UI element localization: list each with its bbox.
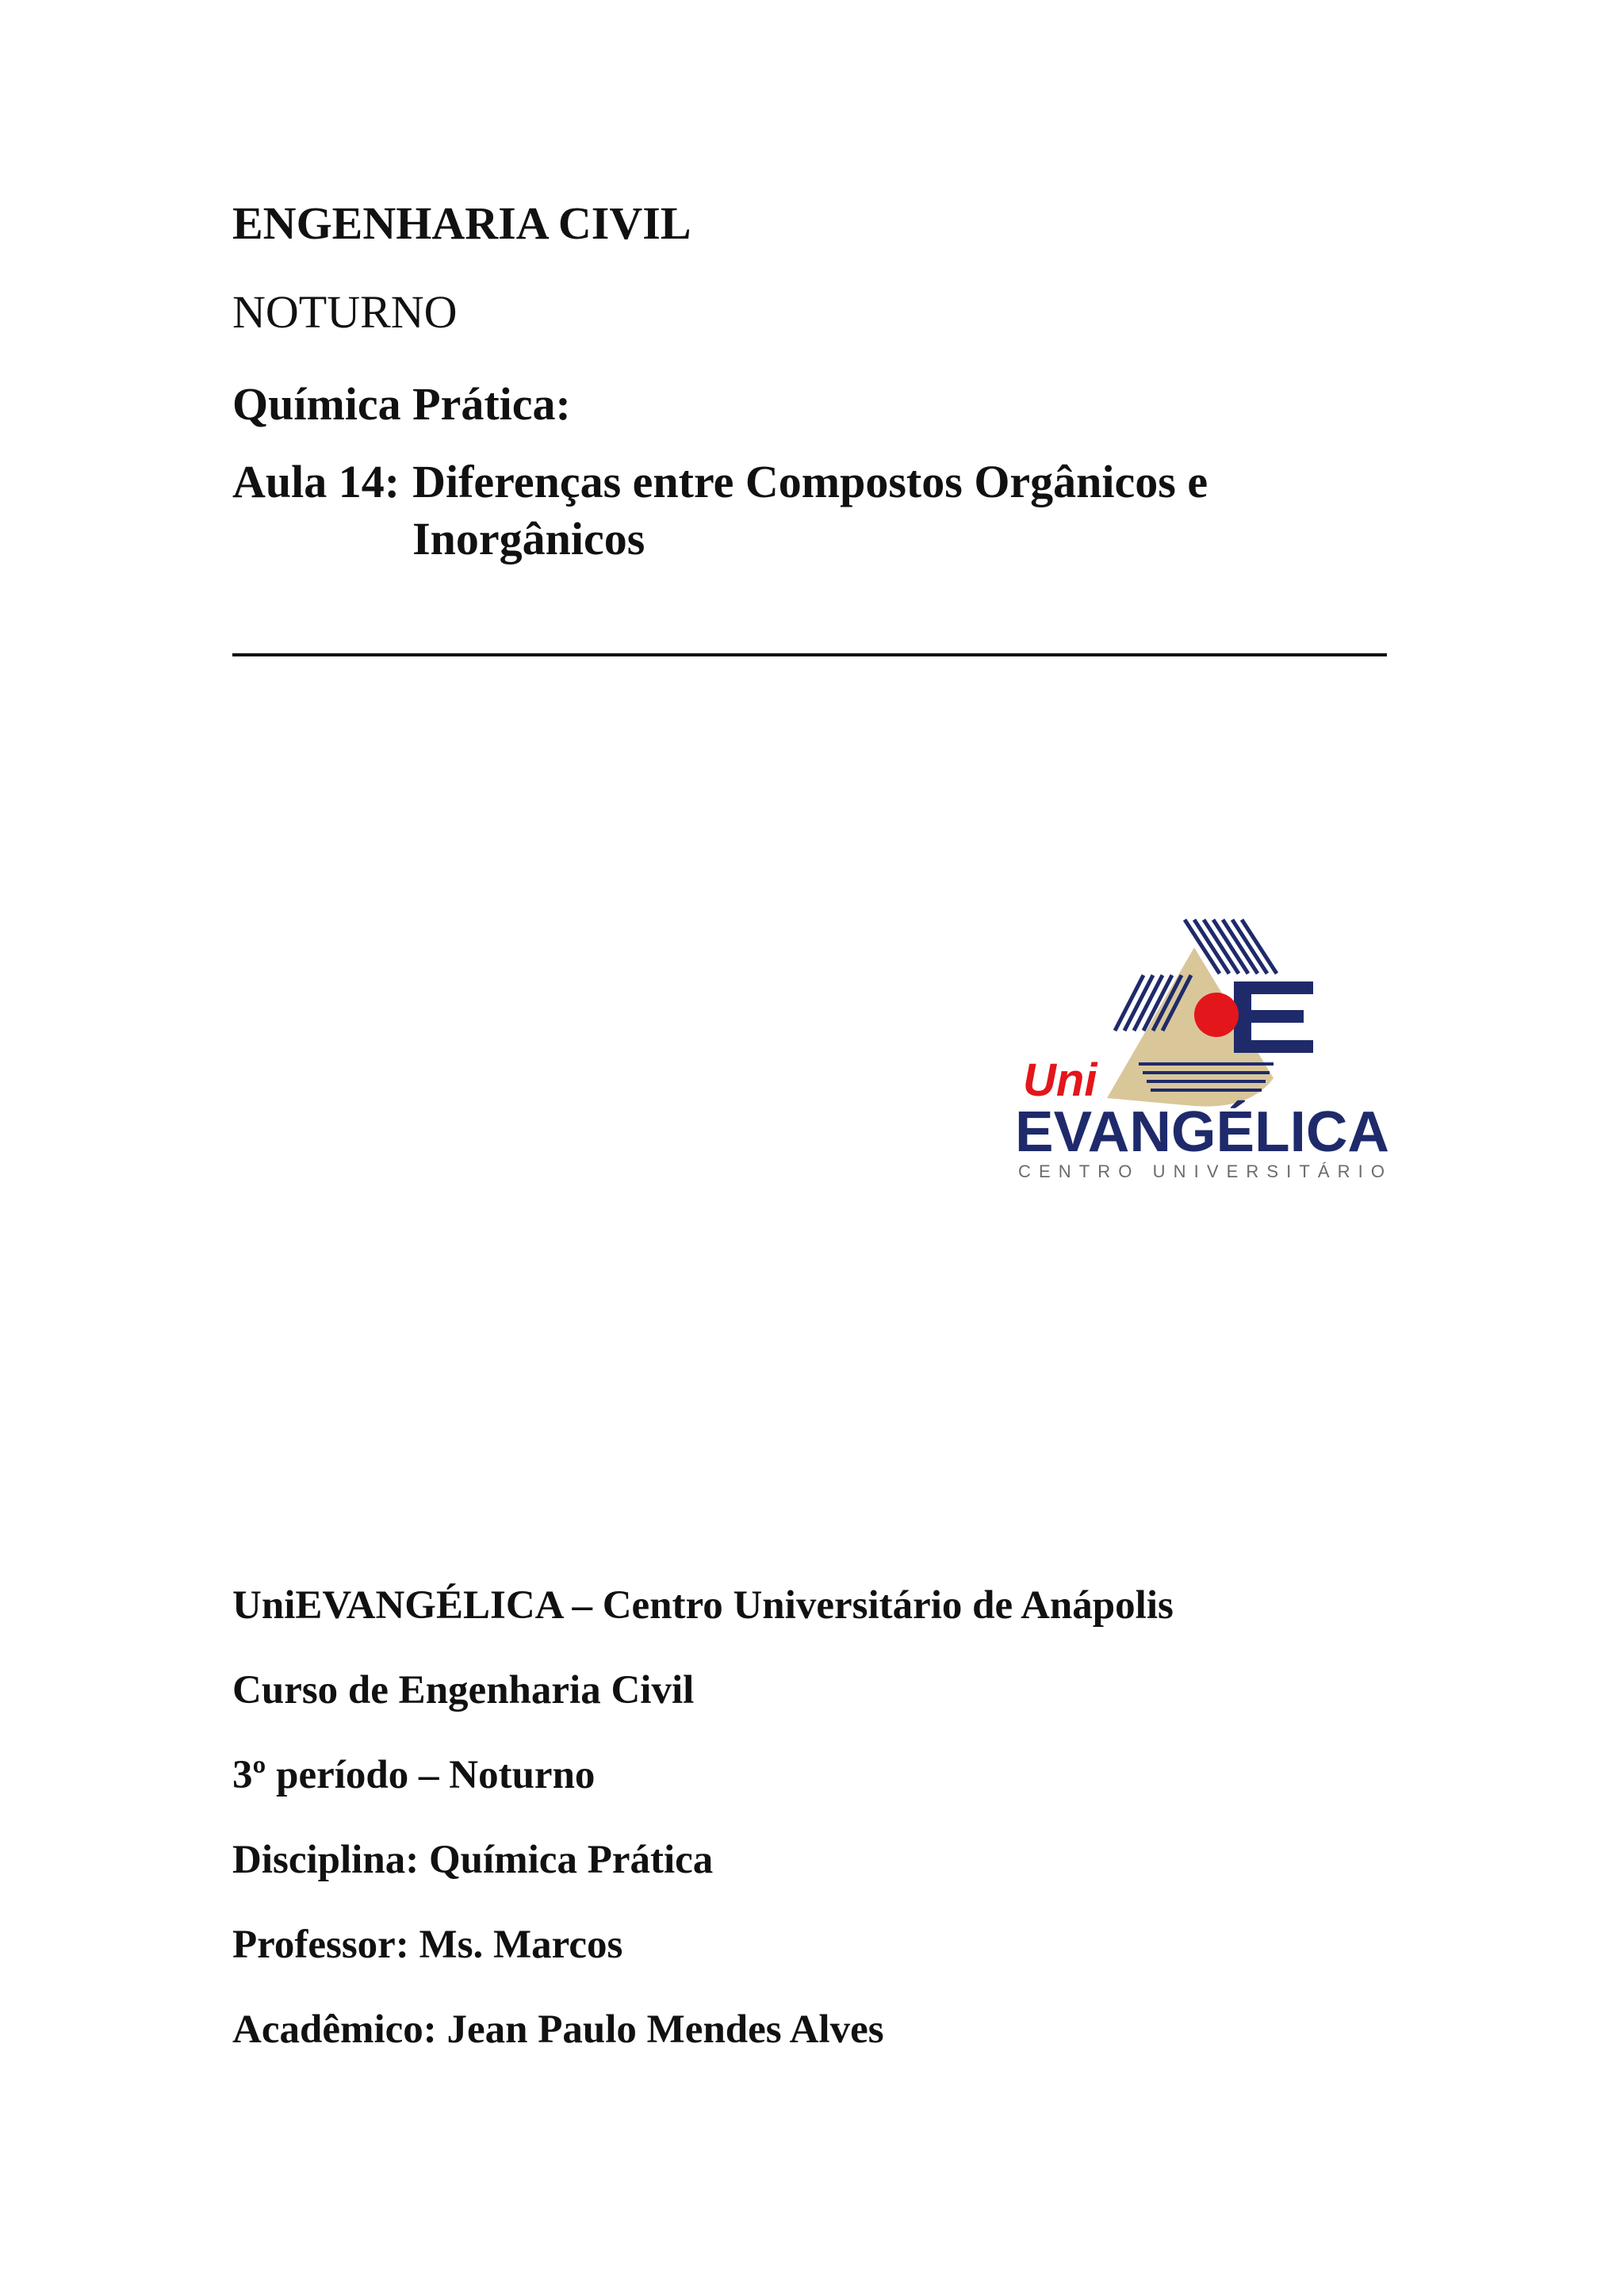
logo-tagline: CENTRO UNIVERSITÁRIO xyxy=(1018,1161,1385,1181)
institution-line: UniEVANGÉLICA – Centro Universitário de Anápolis xyxy=(232,1583,1174,1628)
logo-name: EVANGÉLICA xyxy=(1015,1100,1389,1164)
professor-line: Professor: Ms. Marcos xyxy=(232,1923,623,1967)
shift-label: NOTURNO xyxy=(232,286,458,338)
subject-title: Química Prática: xyxy=(232,378,571,430)
student-line: Acadêmico: Jean Paulo Mendes Alves xyxy=(232,2007,884,2052)
logo-e-mark xyxy=(1234,982,1313,1053)
lesson-heading xyxy=(232,453,1390,568)
horizontal-rule xyxy=(232,653,1387,656)
lesson-title: Diferenças entre Compostos Orgânicos e Inorgânicos xyxy=(412,456,1208,564)
logo-prefix: Uni xyxy=(1023,1054,1097,1106)
logo-red-circle xyxy=(1194,993,1239,1037)
footer-block xyxy=(232,1578,1422,2087)
lesson-number: Aula 14: xyxy=(232,456,400,507)
unievangelica-logo xyxy=(1012,912,1392,1185)
course-line: Curso de Engenharia Civil xyxy=(232,1668,695,1712)
discipline-line: Disciplina: Química Prática xyxy=(232,1838,714,1882)
period-line: 3º período – Noturno xyxy=(232,1753,596,1797)
course-title: ENGENHARIA CIVIL xyxy=(232,197,691,249)
header-block xyxy=(232,190,1390,568)
